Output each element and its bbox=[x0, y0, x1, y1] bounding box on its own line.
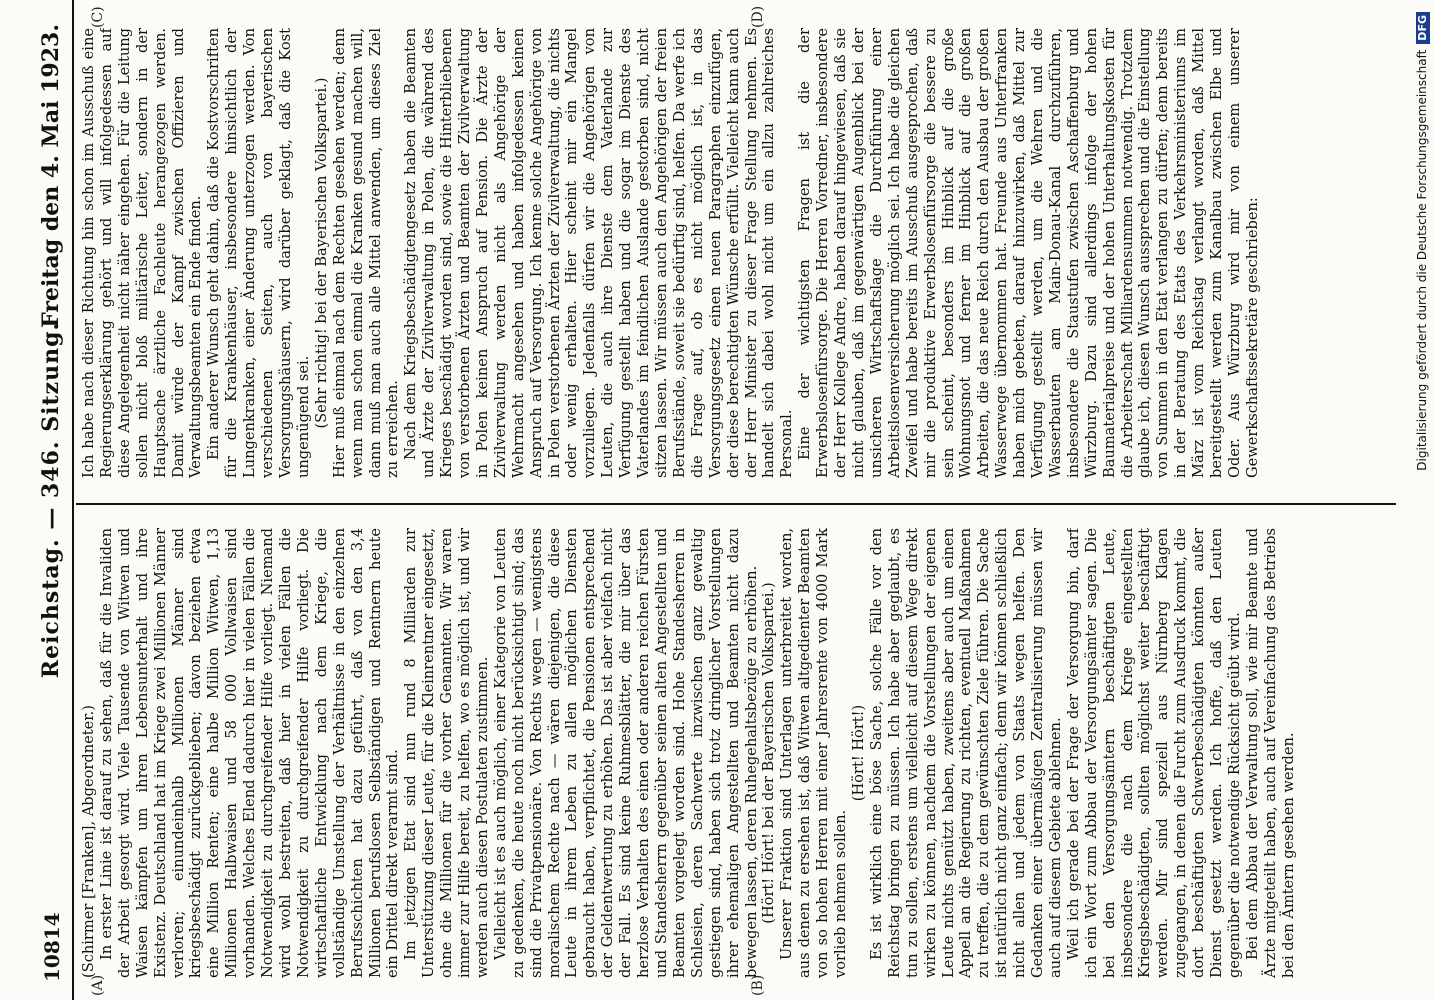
header-date: Freitag den 4. Mai 1923. bbox=[38, 24, 64, 328]
paragraph: Es ist wirklich eine böse Sache, solche Fälle vor den Reichstag bringen zu müssen. Ich habe aber geglaubt, es tun zu sollen, erstens um vielleicht auf diesem Wege direkt wirken zu können, nachdem die Vorstellungen der eigenen Leute nichts genützt haben, zweitens aber auch um einen Appell an die Regierung zu richten, eventuell Maßnahmen zu treffen, die zu dem gewünschten Ziele führen. Die Sache ist natürlich nicht ganz einfach; denn wir können schließlich nicht allen und jedem von Staats wegen helfen. Den Gedanken einer übermäßigen Zentralisierung müssen wir auch auf diesem Gebiete ablehnen. bbox=[867, 528, 1064, 978]
paragraph: Bei dem Abbau der Verwaltung soll, wie mir Beamte und Ärzte mitgeteilt haben, auch auf Vereinfachung des Betriebs bei den Ämtern gesehen werden. bbox=[1243, 528, 1297, 978]
left-column bbox=[80, 528, 1390, 978]
interjection: (Sehr richtig! bei der Bayerischen Volkspartei.) bbox=[312, 77, 330, 429]
paragraph: Im jetzigen Etat sind nun rund 8 Milliarden zur Unterstützung dieser Leute, für die Kleinrentner eingesetzt, ohne die Millionen für die vorher Genannten. Wir waren immer zur Hilfe bereit, zu helfen, wo es möglich ist, und wir werden auch diesen Postulaten zustimmen. bbox=[402, 528, 491, 978]
digitization-text: Digitalisierung gefördert durch die Deutsche Forschungsgemeinschaft bbox=[1415, 49, 1429, 471]
margin-marker-d: (D) bbox=[750, 5, 766, 28]
page-header bbox=[30, 0, 74, 1000]
margin-marker-a: (A) bbox=[90, 974, 106, 996]
paragraph: In erster Linie ist darauf zu sehen, daß für die Invaliden der Arbeit gesorgt wird. Viele Tausende von Witwen und Waisen kämpfen um ihren Lebensunterhalt und ihre Existenz. Deutschland hat im Kriege zwei Millionen Männer verloren; einundeinhalb Millionen Männer sind kriegsbeschädigt zurückgeblieben; davon beziehen etwa eine Million Renten; eine halbe Million Witwen, 1,13 Millionen Halbwaisen und 58 000 Vollwaisen sind vorhanden. Welches Elend dadurch hier in vielen Fällen die Notwendigkeit zu durchgreifender Hilfe vorliegt. Niemand wird wohl bestreiten, daß hier in vielen Fällen die Notwendigkeit zu durchgreifender Hilfe vorliegt. Die wirtschaftliche Entwicklung nach dem Kriege, die vollständige Umstellung der Verhältnisse in den einzelnen Berufsschichten hat dazu geführt, daß von den 3,4 Millionen berufslosen Selbständigen und Rentnern heute ein Drittel direkt verarmt sind. bbox=[97, 528, 402, 978]
paragraph: Unserer Fraktion sind Unterlagen unterbreitet worden, aus denen zu ersehen ist, daß Witwen altgedienter Beamten von so hohen Herren mit einer Jahresrente von 4000 Mark vorlieb nehmen sollen. bbox=[778, 528, 850, 978]
margin-marker-c: (C) bbox=[90, 6, 106, 28]
speaker-line: (Schirmer [Franken], Abgeordneter.) bbox=[80, 705, 97, 978]
paragraph: Nach dem Kriegsbeschädigtengesetz haben die Beamten und Ärzte der Zivilverwaltung in Polen, die während des Krieges beschädigt worden sind, sowie die Hinterbliebenen von verstorbenen Ärzten und Beamten der Zivilverwaltung in Polen keinen Anspruch auf Pension. Die Ärzte der Zivilverwaltung werden nicht als Angehörige der Wehrmacht angesehen und haben infolgedessen keinen Anspruch auf Versorgung. Ich kenne solche Angehörige von in Polen verstorbenen Ärzten der Zivilverwaltung, die nichts oder wenig erhalten. Hier scheint mir ein Mangel vorzuliegen. Jedenfalls dürfen wir die Angehörigen von Leuten, die auch ihre Dienste dem Vaterlande zur Verfügung gestellt haben und die sogar im Dienste des Vaterlandes im feindlichen Auslande gestorben sind, nicht sitzen lassen. Wir müssen auch den Angehörigen der freien Berufsstände, soweit sie bedürftig sind, helfen. Da werfe ich die Frage auf, ob es nicht möglich ist, in das Versorgungsgesetz einen neuen Paragraphen einzufügen, der diese berechtigten Wünsche erfüllt. Vielleicht kann auch der Herr Minister zu dieser Frage Stellung nehmen. Es handelt sich dabei wohl nicht um ein allzu zahlreiches Personal. bbox=[402, 28, 796, 478]
dfg-logo: DFG bbox=[1416, 12, 1430, 44]
rotated-newspaper-page bbox=[30, 0, 1415, 1000]
digitization-note bbox=[1413, 12, 1431, 997]
paragraph: Ich habe nach dieser Richtung hin schon im Ausschuß eine Regierungserklärung gehört und will infolgedessen auf diese Angelegenheit nicht näher eingehen. Für die Leitung sollen nicht bloß militärische Leiter, sondern in der Hauptsache ärztliche Fachleute herangezogen werden. Damit würde der Kampf zwischen Offizieren und Verwaltungsbeamten ein Ende finden. bbox=[80, 28, 205, 478]
paragraph: Weil ich gerade bei der Frage der Versorgung bin, darf ich ein Wort zum Abbau der Versorgungsämter sagen. Die bei den Versorgungsämtern beschäftigten Leute, insbesondere die nach dem Kriege eingestellten Kriegsbeschädigten, sollten möglichst weiter beschäftigt werden. Mir sind speziell aus Nürnberg Klagen zugegangen, in denen die Furcht zum Ausdruck kommt, die dort beschäftigten Schwerbeschädigten könnten außer Dienst gesetzt werden. Ich hoffe, daß den Leuten gegenüber die notwendige Rücksicht geübt wird. bbox=[1064, 528, 1243, 978]
right-column bbox=[80, 28, 1390, 478]
margin-marker-b: (B) bbox=[750, 974, 766, 996]
paragraph: Ein anderer Wunsch geht dahin, daß die Kostvorschriften für die Krankenhäuser, insbesondere hinsichtlich der Lungenkranken, einer Änderung unterzogen werden. Von verschiedenen Seiten, auch von bayerischen Versorgungshäusern, wird darüber geklagt, daß die Kost ungenügend sei. bbox=[205, 28, 312, 478]
interjection: (Hört! Hört! bei der Bayerischen Volkspartei.) bbox=[760, 582, 778, 924]
paragraph: Eine der wichtigsten Fragen ist die der Erwerbslosenfürsorge. Die Herren Vorredner, insbesondere der Herr Kollege Andre, haben darauf hingewiesen, daß sie nicht glauben, daß im gegenwärtigen Augenblick bei der unsicheren Wirtschaftslage die Durchführung einer Arbeitslosenversicherung möglich sei. Ich habe die gleichen Zweifel und habe bereits im Ausschuß ausgesprochen, daß mir die produktive Erwerbslosenfürsorge die bessere zu sein scheint, besonders im Hinblick auf die große Wohnungsnot und ferner im Hinblick auf die großen Arbeiten, die das neue Reich durch den Ausbau der großen Wasserwege übernommen hat. Freunde aus Unterfranken haben mich gebeten, darauf hinzuwirken, daß Mittel zur Verfügung gestellt werden, um die Wehren und die Wasserbauten am Main-Donau-Kanal durchzuführen, insbesondere die Staustufen zwischen Aschaffenburg und Würzburg. Dazu sind allerdings infolge der hohen Baumaterialpreise und der hohen Unterhaltungskosten für die Arbeiterschaft Milliardensummen notwendig. Trotzdem glaube ich, diesen Wunsch aussprechen und die Einstellung von Summen in den Etat verlangen zu dürfen; denn bereits in der Beratung des Etats des Verkehrsministeriums im März ist vom Reichstag verlangt worden, daß Mittel bereitgestellt werden zum Kanalbau zwischen Elbe und Oder. Aus Würzburg wird mir von einem unserer Gewerkschaftssekretäre geschrieben: bbox=[796, 28, 1261, 478]
interjection: (Hört! Hört!) bbox=[849, 704, 867, 802]
paragraph: Hier muß einmal nach dem Rechten gesehen werden; denn wenn man schon einmal die Kranken gesund machen will, dann muß man auch alle Mittel anwenden, um dieses Ziel zu erreichen. bbox=[330, 28, 402, 478]
column-separator bbox=[76, 503, 1396, 505]
paragraph: Vielleicht ist es auch möglich, einer Kategorie von Leuten zu gedenken, die heute noch nicht berücksichtigt sind; das sind die Privatpensionäre. Von Rechts wegen — wenigstens moralischem Rechte nach — wären diejenigen, die diese Leute in ihrem Leben zu allen möglichen Diensten gebraucht haben, verpflichtet, die Pensionen entsprechend der Geldentwertung zu erhöhen. Das ist aber vielfach nicht der Fall. Es sind keine Ruhmesblätter, die mir über das herzlose Verhalten des einen oder anderen reichen Fürsten und Standesherrn gegenüber seinen alten Angestellten und Beamten vorgelegt worden sind. Hohe Standesherren in Schlesien, deren Sachwerte inzwischen ganz gewaltig gestiegen sind, haben sich trotz dringlicher Vorstellungen ihrer ehemaligen Angestellten und Beamten nicht dazu bewegen lassen, deren Ruhegehaltsbezüge zu erhöhen. bbox=[491, 528, 760, 978]
page-number: 10814 bbox=[40, 912, 64, 982]
header-title: Reichstag. — 346. Sitzung. bbox=[38, 321, 64, 679]
